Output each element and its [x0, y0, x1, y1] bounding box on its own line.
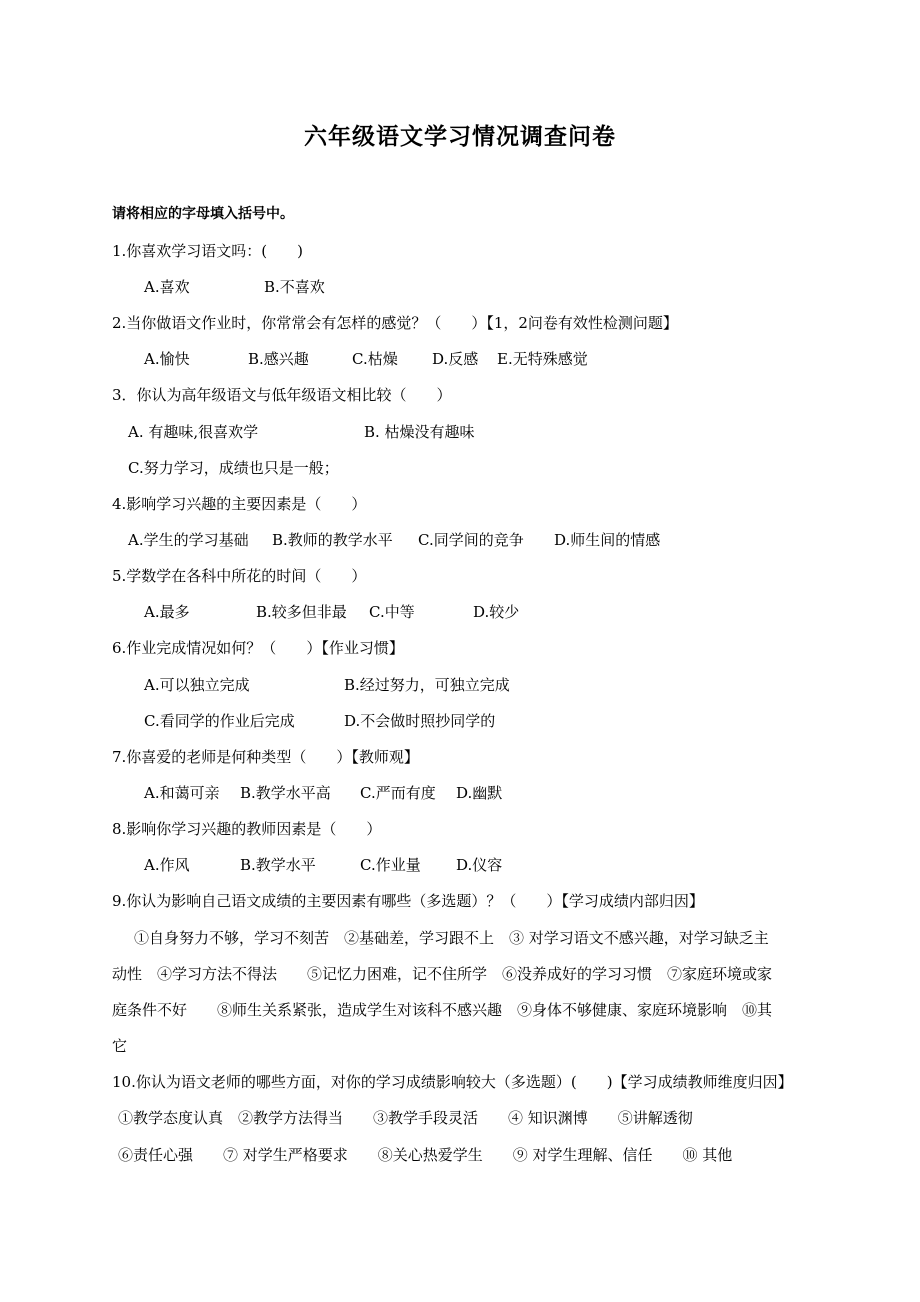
question-6: 6.作业完成情况如何？（ ）【作业习惯】	[112, 639, 404, 657]
q6-option-a: A.可以独立完成	[144, 676, 250, 694]
q2-option-d: D.反感	[432, 350, 479, 368]
q3-option-b: B. 枯燥没有趣味	[364, 423, 475, 441]
q7-option-d: D.幽默	[456, 784, 503, 802]
q8-option-d: D.仪容	[456, 856, 503, 874]
q7-option-c: C.严而有度	[360, 784, 436, 802]
question-2: 2.当你做语文作业时，你常常会有怎样的感觉？（ ）【1，2问卷有效性检测问题】	[112, 314, 678, 332]
instruction-text: 请将相应的字母填入括号中。	[112, 206, 294, 222]
question-1: 1.你喜欢学习语文吗：( )	[112, 242, 304, 260]
q5-option-d: D.较少	[473, 603, 520, 621]
q2-option-e: E.无特殊感觉	[497, 350, 588, 368]
q10-options-line-1: ①教学态度认真 ②教学方法得当 ③教学手段灵活 ④ 知识渊博 ⑤讲解透彻	[118, 1109, 693, 1127]
q8-option-c: C.作业量	[360, 856, 421, 874]
q9-options-line-3: 庭条件不好 ⑧师生关系紧张，造成学生对该科不感兴趣 ⑨身体不够健康、家庭环境影响 ⑩其	[112, 1001, 773, 1019]
question-3: 3．你认为高年级语文与低年级语文相比较（ ）	[112, 386, 452, 404]
q6-option-d: D.不会做时照抄同学的	[344, 712, 496, 730]
q3-option-a: A. 有趣味,很喜欢学	[128, 423, 259, 441]
q6-option-b: B.经过努力，可独立完成	[344, 676, 510, 694]
question-9: 9.你认为影响自己语文成绩的主要因素有哪些（多选题）？（ ）【学习成绩内部归因】	[112, 892, 704, 910]
q2-option-b: B.感兴趣	[248, 350, 309, 368]
q2-option-a: A.愉快	[144, 350, 190, 368]
q5-option-c: C.中等	[369, 603, 415, 621]
q7-option-b: B.教学水平高	[240, 784, 331, 802]
q6-option-c: C.看同学的作业后完成	[144, 712, 295, 730]
q10-options-line-2: ⑥责任心强 ⑦ 对学生严格要求 ⑧关心热爱学生 ⑨ 对学生理解、信任 ⑩ 其他	[118, 1146, 733, 1164]
q5-option-a: A.最多	[144, 603, 190, 621]
question-8: 8.影响你学习兴趣的教师因素是（ ）	[112, 820, 382, 838]
q8-option-a: A.作风	[144, 856, 190, 874]
q1-option-a: A.喜欢	[144, 278, 190, 296]
q9-options-line-4: 它	[112, 1037, 128, 1055]
q3-option-c: C.努力学习，成绩也只是一般；	[128, 459, 339, 477]
question-7: 7.你喜爱的老师是何种类型（ ）【教师观】	[112, 748, 419, 766]
q4-option-a: A.学生的学习基础	[128, 531, 249, 549]
q7-option-a: A.和蔼可亲	[144, 784, 220, 802]
question-10: 10.你认为语文老师的哪些方面，对你的学习成绩影响较大（多选题）( )【学习成绩教师维度归因】	[112, 1073, 793, 1091]
q1-option-b: B.不喜欢	[264, 278, 325, 296]
q4-option-d: D.师生间的情感	[554, 531, 661, 549]
q4-option-b: B.教师的教学水平	[272, 531, 393, 549]
question-5: 5.学数学在各科中所花的时间（ ）	[112, 567, 367, 585]
q2-option-c: C.枯燥	[352, 350, 398, 368]
q8-option-b: B.教学水平	[240, 856, 316, 874]
question-4: 4.影响学习兴趣的主要因素是（ ）	[112, 495, 367, 513]
q9-options-line-2: 动性 ④学习方法不得法 ⑤记忆力困难，记不住所学 ⑥没养成好的学习习惯 ⑦家庭环境或家	[112, 965, 773, 983]
page-title: 六年级语文学习情况调查问卷	[304, 123, 616, 150]
q5-option-b: B.较多但非最	[256, 603, 347, 621]
q4-option-c: C.同学间的竞争	[418, 531, 524, 549]
q9-options-line-1: ①自身努力不够，学习不刻苦 ②基础差，学习跟不上 ③ 对学习语文不感兴趣，对学习缺乏主	[134, 929, 769, 947]
